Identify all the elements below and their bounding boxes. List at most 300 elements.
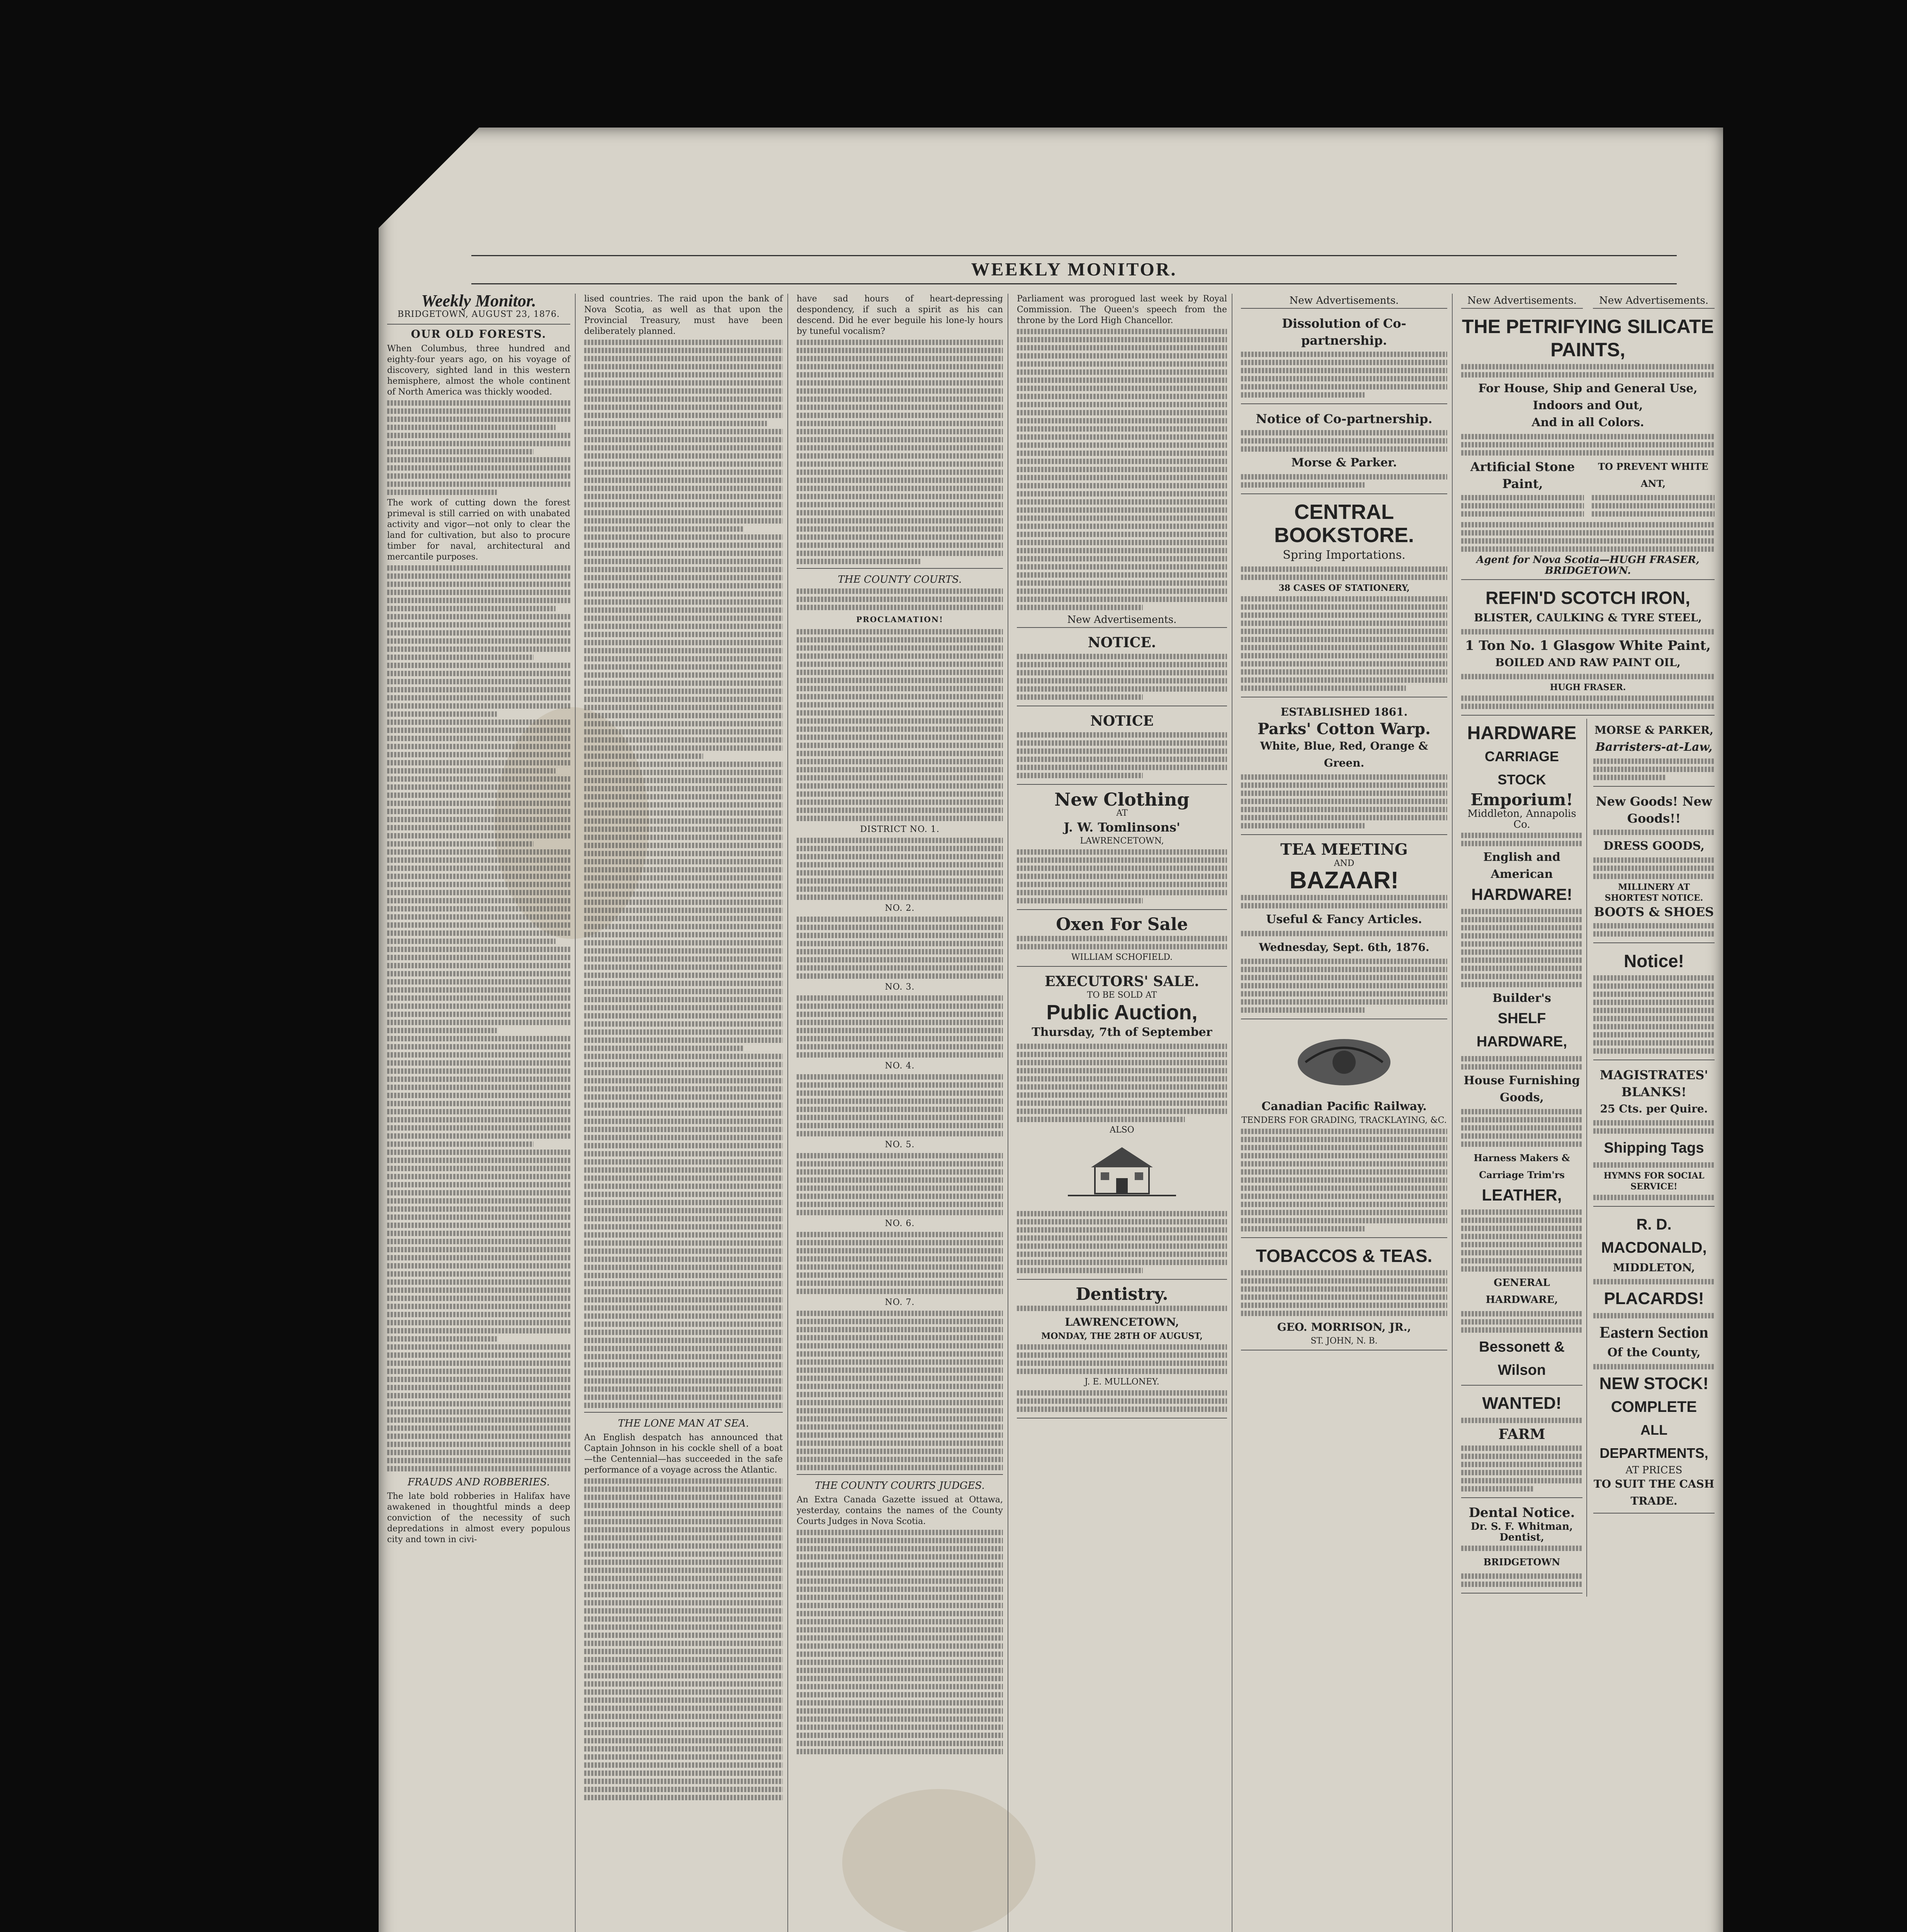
text-line (387, 922, 570, 928)
text-line (1593, 1008, 1715, 1013)
text-line (584, 364, 783, 369)
text-line (584, 632, 783, 637)
text-line (387, 874, 570, 879)
district-label: NO. 6. (885, 1219, 915, 1228)
text-line (387, 417, 570, 422)
text-line (584, 461, 783, 467)
text-line (584, 502, 783, 507)
text-line (387, 473, 570, 479)
text-line (387, 1344, 570, 1350)
text-line (387, 1036, 570, 1041)
text-line (1461, 1546, 1582, 1551)
text-line (1461, 1573, 1582, 1579)
text-line (1461, 1250, 1582, 1255)
text-line (1461, 957, 1582, 963)
text-line (387, 736, 570, 741)
text-line (797, 1749, 1003, 1754)
text-line (1241, 1294, 1447, 1300)
text-line (1461, 966, 1582, 971)
text-line (387, 1125, 570, 1131)
text-line (584, 1584, 783, 1589)
text-line (584, 526, 743, 532)
text-line (1593, 1195, 1715, 1200)
text-line (797, 1408, 1003, 1413)
text-line (584, 624, 783, 629)
right-ads-column (1593, 719, 1715, 1597)
text-line (1241, 1007, 1365, 1013)
text-line (584, 997, 783, 1002)
crest-engraving (1282, 1029, 1406, 1091)
ad-title: Canadian Pacific Railway. (1261, 1100, 1427, 1113)
text-line (387, 441, 570, 446)
text-line (584, 1649, 783, 1654)
text-line (1593, 857, 1715, 863)
text-line (797, 917, 1003, 922)
text-line (387, 646, 570, 652)
text-line (1241, 629, 1447, 634)
text-line (797, 1052, 1003, 1058)
text-line (584, 1714, 783, 1719)
text-line (797, 1161, 1003, 1167)
text-line (1461, 674, 1715, 679)
text-line (387, 1442, 570, 1447)
ad-signature: HUGH FRASER. (1550, 682, 1626, 692)
text-line (387, 1101, 570, 1106)
text-line (584, 689, 783, 694)
text-line (1017, 515, 1227, 521)
text-line (584, 1167, 783, 1173)
text-line (584, 1305, 783, 1311)
ad-label: Artificial Stone Paint, (1470, 459, 1575, 491)
text-line (387, 752, 570, 757)
ad-title: HARDWARE (1467, 723, 1577, 743)
text-line (584, 697, 783, 702)
text-line (584, 1730, 783, 1735)
text-line (797, 1733, 1003, 1738)
text-line (797, 1020, 1003, 1025)
text-line (584, 1592, 783, 1597)
text-line (1461, 1218, 1582, 1223)
text-line (1461, 530, 1715, 536)
text-line (797, 838, 1003, 843)
text-line (1017, 1369, 1227, 1374)
text-line (1461, 974, 1582, 979)
text-line (1241, 368, 1447, 373)
section-header: New Advertisements. (1461, 294, 1583, 309)
text-line (1593, 983, 1715, 989)
text-line (584, 421, 767, 426)
text-line (1241, 669, 1447, 675)
text-line (1241, 1137, 1447, 1142)
text-line (1461, 933, 1582, 939)
text-line (797, 597, 1003, 602)
text-line (387, 1166, 570, 1171)
text-line (797, 478, 1003, 483)
text-line (584, 1624, 783, 1630)
dateline: BRIDGETOWN, AUGUST 23, 1876. (397, 310, 560, 319)
text-line (797, 662, 1003, 667)
text-line (584, 453, 783, 459)
text-line (797, 340, 1003, 345)
text-line (584, 1560, 783, 1565)
text-line (387, 833, 570, 838)
text-line (584, 1665, 783, 1670)
text-line (584, 551, 783, 556)
text-line (584, 1697, 783, 1703)
text-line (387, 1239, 570, 1244)
text-line (1461, 925, 1582, 930)
text-line (1593, 1128, 1715, 1134)
text-line (584, 1795, 783, 1800)
wanted-ad (1461, 1389, 1582, 1498)
text-line (1461, 1209, 1582, 1215)
ad-subtitle: Builder's (1492, 992, 1551, 1005)
text-line (797, 775, 1003, 781)
ad-title: Public Auction, (1046, 1001, 1198, 1024)
text-line (584, 648, 783, 653)
text-line (584, 340, 783, 345)
text-line (1017, 1344, 1227, 1350)
ad-firm: Morse & Parker. (1291, 456, 1397, 469)
ad-signature: WILLIAM SCHOFIELD. (1071, 952, 1173, 962)
text-line (797, 808, 1003, 813)
text-line (797, 1028, 1003, 1033)
text-line (797, 637, 1003, 643)
text-line (584, 672, 783, 678)
text-line (1241, 959, 1447, 964)
text-line (797, 1538, 1003, 1543)
text-line (584, 1395, 783, 1400)
ad-subtitle: And in all Colors. (1531, 416, 1644, 429)
text-line (387, 1231, 570, 1236)
ad-label: AT (1116, 808, 1128, 818)
text-line (1017, 556, 1227, 561)
text-line (797, 1660, 1003, 1665)
text-line (584, 1111, 783, 1116)
text-line (1017, 548, 1227, 553)
text-line (797, 1611, 1003, 1616)
text-line (584, 794, 783, 799)
text-line (1017, 1398, 1227, 1404)
text-line (1017, 402, 1227, 407)
section-header: New Advertisements. (1241, 294, 1447, 309)
text-line (1017, 532, 1227, 537)
text-line (797, 816, 1003, 821)
text-line (584, 1013, 783, 1019)
text-line (584, 729, 783, 735)
text-line (1017, 757, 1227, 762)
text-line (797, 372, 1003, 378)
ad-place: Middleton, Annapolis Co. (1467, 808, 1576, 830)
text-line (1461, 1064, 1582, 1070)
text-line (1593, 1024, 1715, 1029)
text-line (1017, 361, 1227, 367)
ad-title: Notice of Co-partnership. (1256, 412, 1433, 426)
text-line (797, 1248, 1003, 1253)
text-line (584, 1511, 783, 1516)
text-line (1593, 1120, 1715, 1126)
text-line (797, 1716, 1003, 1722)
text-line (584, 948, 783, 954)
text-line (1461, 1454, 1582, 1459)
ad-title: ALL DEPARTMENTS, (1599, 1422, 1708, 1461)
text-line (387, 638, 570, 644)
text-line (1017, 410, 1227, 415)
text-line (387, 1328, 570, 1333)
text-line (584, 1543, 783, 1549)
text-line (584, 1175, 783, 1181)
text-line (797, 534, 1003, 540)
section-title: THE COUNTY COURTS JUDGES. (815, 1480, 985, 1492)
ad-label: ALSO (1110, 1125, 1134, 1135)
divider (584, 1412, 783, 1413)
new-goods-ad (1593, 790, 1715, 943)
text-line (1461, 941, 1582, 947)
text-line (387, 719, 570, 725)
text-line (584, 1297, 783, 1303)
text-line (584, 1535, 783, 1541)
text-line (387, 1417, 570, 1423)
text-line (584, 1787, 783, 1792)
text-line (584, 1362, 783, 1367)
text-line (1461, 442, 1715, 447)
text-line (1017, 732, 1227, 738)
ad-date: Thursday, 7th of September (1032, 1026, 1212, 1039)
dentistry-ad (1017, 1283, 1227, 1418)
district-label: NO. 2. (885, 903, 915, 913)
text-line (1017, 499, 1227, 505)
text-line (584, 1722, 783, 1727)
text-line (1017, 1260, 1227, 1265)
text-line (584, 1338, 783, 1343)
text-line (797, 895, 1003, 900)
text-line (584, 1200, 783, 1205)
text-line (387, 1425, 570, 1431)
text-line (1241, 991, 1447, 997)
text-line (387, 1085, 570, 1090)
hardware-column (1461, 719, 1587, 1597)
text-line (797, 1343, 1003, 1349)
text-line (797, 1351, 1003, 1357)
text-line (797, 1603, 1003, 1608)
text-line (797, 854, 1003, 859)
text-line (797, 670, 1003, 675)
ad-title: Parks' Cotton Warp. (1258, 720, 1431, 738)
ad-subtitle: English and American (1483, 850, 1560, 881)
text-line (797, 1153, 1003, 1158)
text-line (584, 1527, 783, 1532)
ad-title: MAGISTRATES' BLANKS! (1599, 1068, 1708, 1099)
text-line (387, 1409, 570, 1415)
text-line (797, 445, 1003, 451)
text-line (387, 1206, 570, 1212)
text-line (584, 778, 783, 783)
text-line (1017, 1092, 1227, 1098)
text-line (387, 825, 570, 830)
ad-title: New Goods! New Goods!! (1596, 794, 1712, 826)
text-line (584, 916, 783, 921)
dental-ad (1461, 1501, 1582, 1594)
text-line (584, 1232, 783, 1238)
text-line (584, 1503, 783, 1508)
text-line (387, 1255, 570, 1260)
copartnership-ad (1241, 407, 1447, 494)
text-line (1241, 782, 1447, 788)
ad-subtitle: Dr. S. F. Whitman, Dentist, (1470, 1521, 1573, 1543)
text-line (584, 1330, 783, 1335)
text-line (584, 380, 783, 386)
scotch-iron-ad (1461, 583, 1715, 716)
text-line (1461, 1486, 1534, 1492)
ad-title: LEATHER, (1482, 1186, 1562, 1204)
text-line (797, 356, 1003, 361)
text-line (1017, 1117, 1185, 1122)
paper-title: Weekly Monitor. (421, 294, 536, 310)
text-line (584, 1151, 783, 1156)
text-line (584, 875, 783, 881)
text-line (584, 494, 783, 499)
ad-title: NOTICE. (1088, 634, 1156, 651)
text-line (797, 1003, 1003, 1009)
text-line (387, 433, 570, 438)
text-line (387, 1044, 570, 1049)
text-line (1461, 1582, 1582, 1587)
masthead: WEEKLY MONITOR. (471, 255, 1677, 284)
clothing-ad (1017, 788, 1227, 910)
text-line (584, 1762, 783, 1768)
text-line (1241, 1153, 1447, 1158)
text-line (584, 591, 783, 597)
text-line (1593, 1279, 1715, 1284)
text-line (387, 590, 570, 595)
railway-ad (1241, 1022, 1447, 1238)
text-line (387, 1012, 570, 1017)
text-line (387, 963, 570, 968)
text-line (797, 799, 1003, 805)
text-line (387, 1077, 570, 1082)
text-line (584, 981, 783, 986)
ad-subtitle: BOOTS & SHOES (1594, 905, 1714, 919)
text-line (387, 1150, 570, 1155)
text-line (797, 726, 1003, 732)
text-line (387, 490, 497, 495)
text-line (797, 933, 1003, 938)
text-line (387, 841, 534, 847)
text-line (797, 518, 1003, 524)
text-line (797, 678, 1003, 683)
text-line (387, 1141, 534, 1147)
text-line (584, 1037, 783, 1043)
text-line (1241, 999, 1447, 1005)
text-line (387, 1223, 570, 1228)
ad-label: BOILED AND RAW PAINT OIL, (1495, 656, 1681, 669)
text-line (387, 1296, 570, 1301)
text-line (584, 810, 783, 816)
text-line (1241, 1286, 1447, 1292)
text-line (1017, 1406, 1227, 1412)
text-line (584, 1119, 783, 1124)
text-line (584, 1265, 783, 1270)
text-line (1017, 765, 1227, 770)
text-line (797, 759, 1003, 764)
text-line (584, 1257, 783, 1262)
text-line (797, 1240, 1003, 1245)
text-line (1017, 329, 1227, 334)
text-line (387, 465, 570, 471)
ad-title: CARRIAGE STOCK (1484, 748, 1559, 787)
text-line (1017, 1243, 1227, 1249)
text-line (1461, 1478, 1582, 1483)
text-line (1017, 378, 1227, 383)
ad-title: FARM (1498, 1426, 1545, 1442)
text-line (387, 400, 570, 406)
text-line (1241, 438, 1447, 444)
text-line (387, 1369, 570, 1374)
text-line (797, 1635, 1003, 1641)
silicate-paints-ad (1461, 312, 1715, 580)
text-line (1017, 394, 1227, 399)
text-line (1461, 1319, 1582, 1325)
text-line (1241, 661, 1447, 667)
ad-firm: GEO. MORRISON, JR., (1277, 1321, 1411, 1333)
text-line (584, 1289, 783, 1294)
text-line (1461, 503, 1584, 509)
house-engraving (1060, 1139, 1184, 1201)
text-line (584, 1346, 783, 1351)
text-line (797, 1376, 1003, 1381)
text-line (797, 453, 1003, 459)
torn-corner (379, 128, 479, 228)
text-line (1017, 849, 1227, 855)
text-line (1461, 909, 1582, 914)
ad-title: Dentistry. (1076, 1284, 1168, 1304)
ad-firm: J. W. Tomlinsons' (1064, 820, 1180, 835)
text-line (584, 1551, 783, 1557)
text-line (797, 846, 1003, 851)
text-line (1241, 653, 1447, 658)
ad-label: MILLINERY AT SHORTEST NOTICE. (1604, 882, 1703, 903)
text-line (1461, 1311, 1582, 1316)
text-line (797, 645, 1003, 651)
text-line (797, 1131, 1003, 1136)
ad-place: LAWRENCETOWN, (1080, 836, 1164, 846)
text-line (584, 372, 783, 378)
text-line (584, 924, 783, 929)
text-line (1461, 364, 1715, 369)
text-line (584, 745, 783, 751)
text-line (797, 1416, 1003, 1422)
text-line (584, 713, 783, 718)
text-line (387, 1117, 570, 1122)
text-line (797, 1194, 1003, 1199)
text-line (1241, 596, 1447, 602)
text-line (1017, 1211, 1227, 1216)
article-body: have sad hours of heart-depressing despondency, if such a spirit as his can descend. Did he ever beguile his lone-ly hours by tuneful vocalism? (797, 294, 1003, 336)
text-line (584, 413, 783, 418)
ad-title: TEA MEETING (1280, 840, 1408, 859)
text-line (1592, 503, 1715, 509)
text-line (1241, 1169, 1447, 1175)
text-line (797, 1384, 1003, 1389)
text-line (1461, 629, 1715, 634)
text-line (1241, 384, 1447, 389)
text-line (387, 1247, 570, 1252)
text-line (1593, 767, 1715, 772)
text-line (584, 1248, 783, 1254)
text-line (1461, 917, 1582, 922)
text-line (797, 1012, 1003, 1017)
text-line (387, 914, 570, 920)
